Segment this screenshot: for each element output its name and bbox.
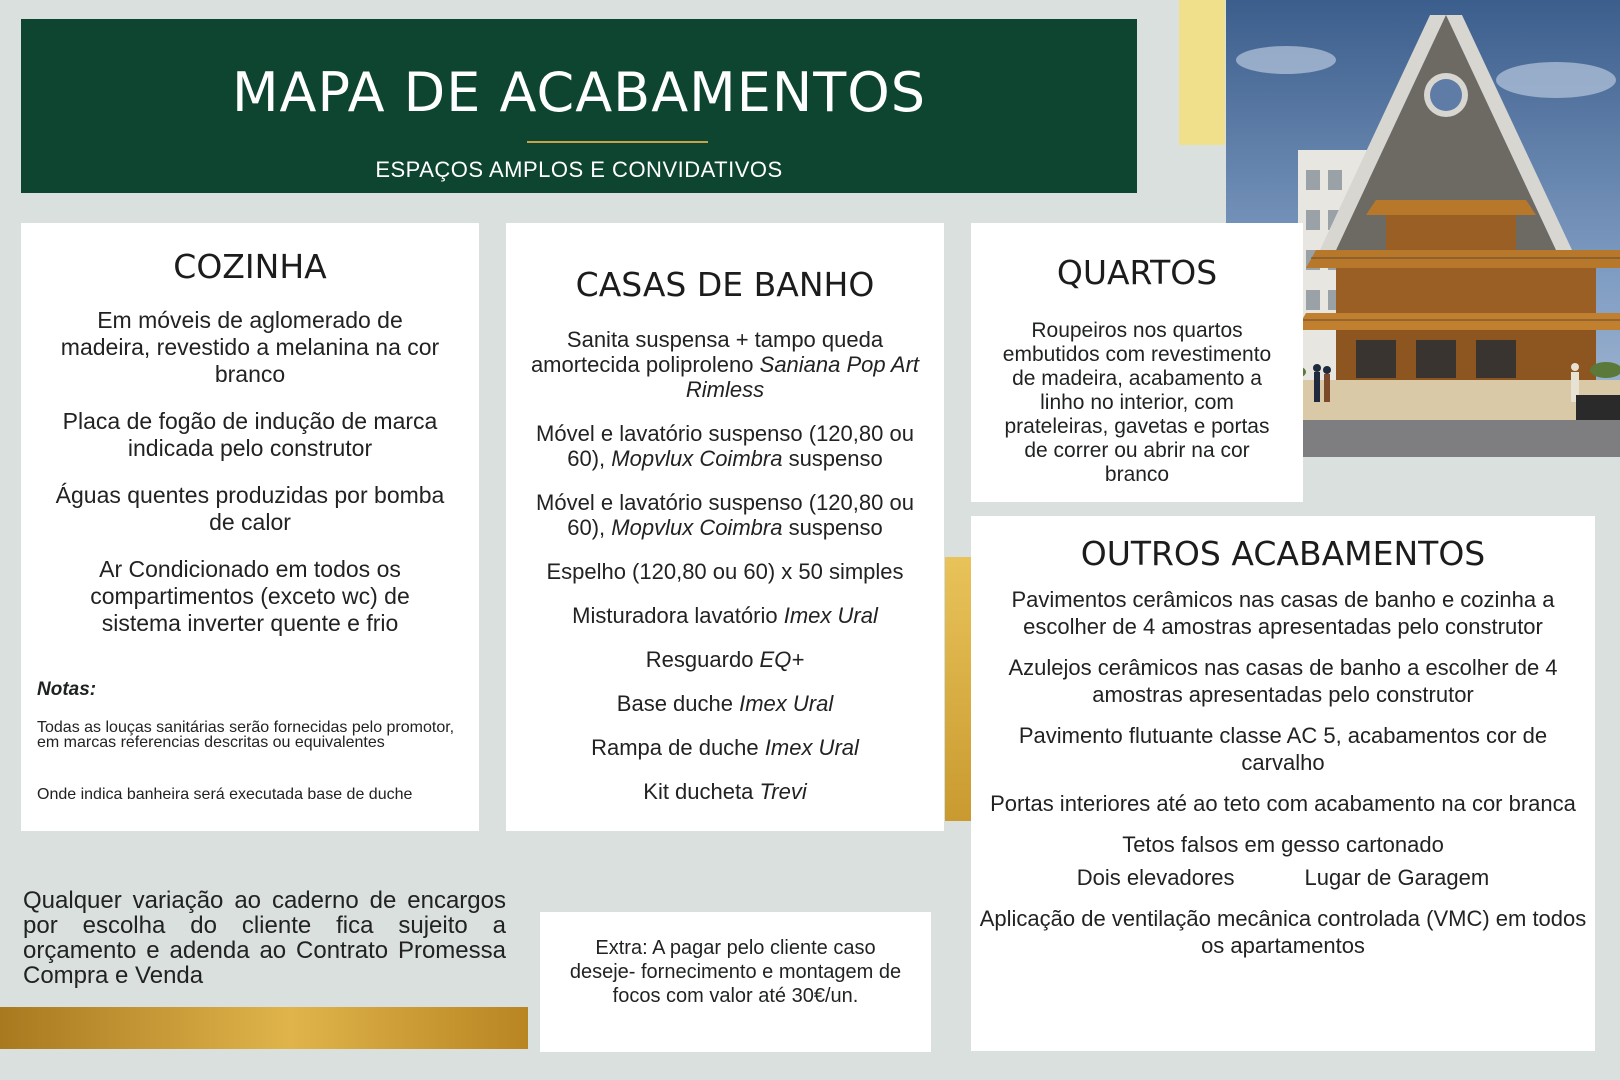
bathroom-item: Rampa de duche Imex Ural xyxy=(591,735,859,760)
notes-heading: Notas: xyxy=(37,679,97,700)
extra-box xyxy=(540,912,931,1052)
finish-pair xyxy=(977,864,1589,891)
title-divider xyxy=(527,141,708,143)
bathroom-item: Móvel e lavatório suspenso (120,80 ou 60), Mopvlux Coimbra suspenso xyxy=(536,490,914,540)
finish-item: Tetos falsos em gesso cartonado xyxy=(1122,832,1444,857)
bathroom-item: Resguardo EQ+ xyxy=(645,647,805,672)
accent-bar-yellow xyxy=(1179,0,1225,145)
other-finishes-panel xyxy=(971,516,1595,1051)
finish-item-garage: Lugar de Garagem xyxy=(1304,865,1490,890)
finish-item: Pavimentos cerâmicos nas casas de banho e cozinha a escolher de 4 amostras apresentadas pelo construtor xyxy=(1011,587,1555,639)
extra-text: Extra: A pagar pelo cliente caso deseje- fornecimento e montagem de focos com valor até 30€/un. xyxy=(569,937,902,1007)
page-title: MAPA DE ACABAMENTOS xyxy=(231,61,927,124)
variation-notice: Qualquer variação ao caderno de encargos por escolha do cliente fica sujeito a orçamento e adenda ao Contrato Promessa Compra e Venda xyxy=(23,887,506,989)
finish-item-elevators: Dois elevadores xyxy=(1076,865,1235,890)
bathroom-item: Espelho (120,80 ou 60) x 50 simples xyxy=(546,559,904,584)
header-banner xyxy=(21,19,1137,193)
finish-item: Portas interiores até ao teto com acabamento na cor branca xyxy=(990,791,1576,816)
bathrooms-list xyxy=(520,327,930,823)
kitchen-item: Ar Condicionado em todos os compartimentos (exceto wc) de sistema inverter quente e frio xyxy=(90,556,410,636)
accent-bar-bottom xyxy=(0,1007,528,1049)
kitchen-item: Em móveis de aglomerado de madeira, revestido a melanina na cor branco xyxy=(60,307,440,387)
kitchen-item: Placa de fogão de indução de marca indicada pelo construtor xyxy=(62,408,438,461)
accent-bar-gold xyxy=(945,557,972,821)
bedrooms-panel xyxy=(971,223,1303,502)
other-finishes-title: OUTROS ACABAMENTOS xyxy=(1080,534,1486,573)
bathroom-item: Base duche Imex Ural xyxy=(616,691,834,716)
page-subtitle: ESPAÇOS AMPLOS E CONVIDATIVOS xyxy=(375,157,783,182)
finish-item: Pavimento flutuante classe AC 5, acabamentos cor de carvalho xyxy=(1018,723,1548,775)
note-text: Onde indica banheira será executada base de duche xyxy=(37,786,413,803)
bathrooms-panel xyxy=(506,223,944,831)
kitchen-title: COZINHA xyxy=(173,247,327,286)
bedrooms-title: QUARTOS xyxy=(1056,253,1218,292)
kitchen-panel xyxy=(21,223,479,831)
bedrooms-text: Roupeiros nos quartos embutidos com revestimento de madeira, acabamento a linho no interior, com prateleiras, gavetas e portas de correr ou abrir na cor branco xyxy=(1002,319,1272,486)
kitchen-item: Águas quentes produzidas por bomba de calor xyxy=(55,482,445,535)
bathroom-item: Misturadora lavatório Imex Ural xyxy=(572,603,878,628)
other-finishes-list xyxy=(977,586,1589,973)
bathroom-item: Sanita suspensa + tampo queda amortecida poliproleno Saniana Pop Art Rimless xyxy=(530,327,920,402)
bathrooms-title: CASAS DE BANHO xyxy=(575,265,875,304)
finish-item: Aplicação de ventilação mecânica controlada (VMC) em todos os apartamentos xyxy=(979,906,1587,958)
kitchen-list xyxy=(51,307,449,657)
finish-item: Azulejos cerâmicos nas casas de banho a escolher de 4 amostras apresentadas pelo construtor xyxy=(1008,655,1558,707)
note-text: Todas as louças sanitárias serão fornecidas pelo promotor, em marcas referencias descritas ou equivalentes xyxy=(37,719,455,751)
bathroom-item: Móvel e lavatório suspenso (120,80 ou 60), Mopvlux Coimbra suspenso xyxy=(536,421,914,471)
bathroom-item: Kit ducheta Trevi xyxy=(643,779,807,804)
